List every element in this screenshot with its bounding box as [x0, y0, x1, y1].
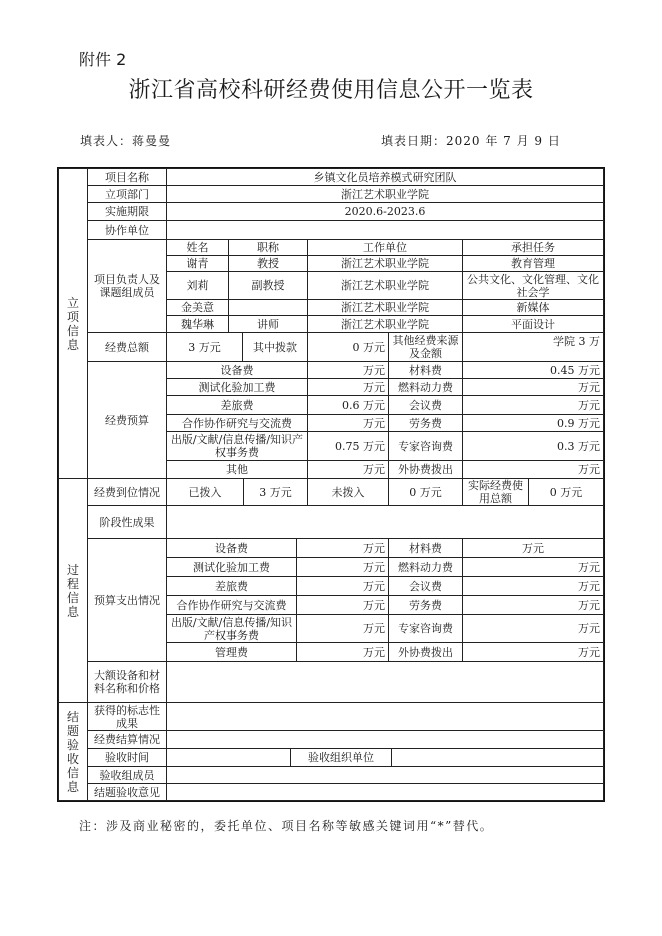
- spending-value: 万元: [296, 557, 389, 577]
- budget-value2: 万元: [462, 460, 604, 479]
- pending-label: 未拨入: [307, 478, 389, 506]
- budget-item: 测试化验加工费: [166, 378, 308, 396]
- budget-value: 万元: [307, 378, 389, 396]
- project-name-label: 项目名称: [87, 168, 167, 186]
- spending-item: 管理费: [166, 642, 297, 662]
- other-source-value: 学院 3 万: [462, 332, 604, 362]
- budget-item: 差旅费: [166, 395, 308, 415]
- partner-label: 协作单位: [87, 220, 167, 240]
- member-title: 讲师: [228, 315, 308, 333]
- spending-value2: 万元: [462, 642, 604, 662]
- results-label: 阶段性成果: [87, 505, 167, 539]
- pending-value: 0 万元: [388, 478, 463, 506]
- budget-item2: 会议费: [388, 395, 463, 415]
- spending-value: 万元: [296, 614, 389, 643]
- spending-item: 测试化验加工费: [166, 557, 297, 577]
- allocated-value: 0 万元: [307, 332, 389, 362]
- member-task: 教育管理: [462, 255, 604, 272]
- total-label: 经费总额: [87, 332, 167, 362]
- actual-value: 0 万元: [528, 478, 604, 506]
- time-value: [166, 748, 291, 767]
- spending-value2: 万元: [462, 614, 604, 643]
- budget-value2: 0.9 万元: [462, 414, 604, 432]
- total-value: 3 万元: [166, 332, 243, 362]
- spending-value: 万元: [296, 538, 389, 558]
- budget-value2: 0.3 万元: [462, 431, 604, 461]
- member-title: [228, 299, 308, 316]
- budget-value: 0.6 万元: [307, 395, 389, 415]
- settlement-label: 经费结算情况: [87, 730, 167, 749]
- member-task: 平面设计: [462, 315, 604, 333]
- spending-item2: 外协费拨出: [388, 642, 463, 662]
- acceptance-members-label: 验收组成员: [87, 766, 167, 784]
- opinion-label: 结题验收意见: [87, 783, 167, 801]
- acceptance-members-value: [166, 766, 604, 784]
- page-title: 浙江省高校科研经费使用信息公开一览表: [128, 78, 534, 103]
- dept-value: 浙江艺术职业学院: [166, 185, 604, 203]
- budget-item: 出版/文献/信息传播/知识产权事务费: [166, 431, 308, 461]
- member-title: 副教授: [228, 271, 308, 300]
- org-value: [391, 748, 604, 767]
- budget-value2: 万元: [462, 395, 604, 415]
- member-task: 新媒体: [462, 299, 604, 316]
- member-task: 公共文化、文化管理、文化社会学: [462, 271, 604, 300]
- spending-value2: 万元: [462, 557, 604, 577]
- budget-value: 万元: [307, 361, 389, 379]
- budget-item2: 劳务费: [388, 414, 463, 432]
- spending-item2: 会议费: [388, 576, 463, 596]
- budget-label: 经费预算: [87, 361, 167, 479]
- member-name: 刘莉: [166, 271, 229, 300]
- partner-value: [166, 220, 604, 240]
- budget-item2: 专家咨询费: [388, 431, 463, 461]
- budget-value: 万元: [307, 460, 389, 479]
- spending-item2: 材料费: [388, 538, 463, 558]
- settlement-value: [166, 730, 604, 749]
- member-name: 谢青: [166, 255, 229, 272]
- member-unit: 浙江艺术职业学院: [307, 315, 463, 333]
- spending-item: 出版/文献/信息传播/知识产权事务费: [166, 614, 297, 643]
- budget-value2: 万元: [462, 378, 604, 396]
- budget-item: 合作协作研究与交流费: [166, 414, 308, 432]
- budget-item2: 材料费: [388, 361, 463, 379]
- dept-label: 立项部门: [87, 185, 167, 203]
- achievements-value: [166, 702, 604, 731]
- results-value: [166, 505, 604, 539]
- members-header-title: 职称: [228, 239, 308, 256]
- member-name: 魏华琳: [166, 315, 229, 333]
- section-process-info: 过 程 信 息: [58, 478, 88, 703]
- funding-label: 经费到位情况: [87, 478, 167, 506]
- section-closing-info: 结 题 验 收 信 息: [58, 702, 88, 801]
- filler-name: 填表人：蒋曼曼: [80, 134, 172, 148]
- spending-value2: 万元: [462, 538, 604, 558]
- opinion-value: [166, 783, 604, 801]
- achievements-label: 获得的标志性成果: [87, 702, 167, 731]
- received-label: 已拨入: [166, 478, 244, 506]
- member-name: 金美意: [166, 299, 229, 316]
- budget-value: 0.75 万元: [307, 431, 389, 461]
- spending-value: 万元: [296, 595, 389, 615]
- org-label: 验收组织单位: [290, 748, 392, 767]
- spending-label: 预算支出情况: [87, 538, 167, 662]
- spending-item: 合作协作研究与交流费: [166, 595, 297, 615]
- section-project-info: 立 项 信 息: [58, 168, 88, 479]
- budget-item: 其他: [166, 460, 308, 479]
- project-name-value: 乡镇文化员培养模式研究团队: [166, 168, 604, 186]
- budget-value2: 0.45 万元: [462, 361, 604, 379]
- spending-item2: 燃料动力费: [388, 557, 463, 577]
- members-label: 项目负责人及课题组成员: [87, 239, 167, 333]
- spending-item2: 劳务费: [388, 595, 463, 615]
- received-value: 3 万元: [243, 478, 308, 506]
- spending-value2: 万元: [462, 595, 604, 615]
- spending-value: 万元: [296, 642, 389, 662]
- member-title: 教授: [228, 255, 308, 272]
- spending-value: 万元: [296, 576, 389, 596]
- member-unit: 浙江艺术职业学院: [307, 299, 463, 316]
- member-unit: 浙江艺术职业学院: [307, 271, 463, 300]
- period-value: 2020.6-2023.6: [166, 202, 604, 221]
- members-header-unit: 工作单位: [307, 239, 463, 256]
- time-label: 验收时间: [87, 748, 167, 767]
- allocated-label: 其中拨款: [242, 332, 308, 362]
- spending-item: 差旅费: [166, 576, 297, 596]
- members-header-name: 姓名: [166, 239, 229, 256]
- members-header-task: 承担任务: [462, 239, 604, 256]
- spending-item2: 专家咨询费: [388, 614, 463, 643]
- equipment-value: [166, 661, 604, 703]
- budget-item: 设备费: [166, 361, 308, 379]
- equipment-label: 大额设备和材料名称和价格: [87, 661, 167, 703]
- footnote: 注：涉及商业秘密的，委托单位、项目名称等敏感关键词用“*”替代。: [79, 819, 494, 833]
- actual-label: 实际经费使用总额: [462, 478, 529, 506]
- budget-item2: 燃料动力费: [388, 378, 463, 396]
- spending-item: 设备费: [166, 538, 297, 558]
- budget-value: 万元: [307, 414, 389, 432]
- other-source-label: 其他经费来源及金额: [388, 332, 463, 362]
- spending-value2: 万元: [462, 576, 604, 596]
- period-label: 实施期限: [87, 202, 167, 221]
- member-unit: 浙江艺术职业学院: [307, 255, 463, 272]
- fill-date: 填表日期：2020 年 7 月 9 日: [381, 134, 561, 148]
- budget-item2: 外协费拨出: [388, 460, 463, 479]
- attachment-label: 附件 2: [79, 50, 127, 69]
